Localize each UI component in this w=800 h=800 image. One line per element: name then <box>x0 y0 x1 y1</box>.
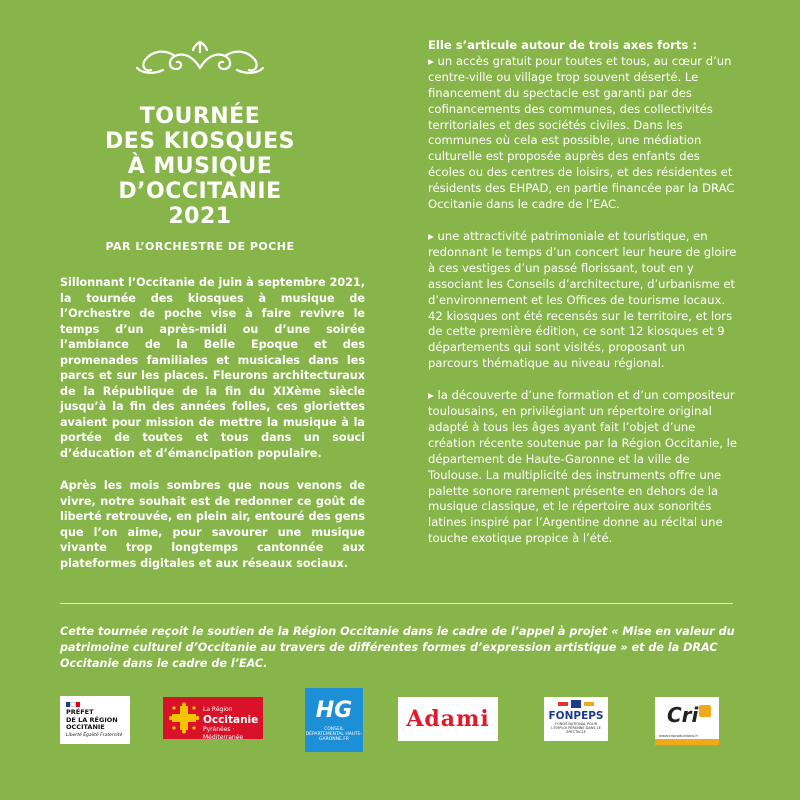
axes-heading: Elle s’articule autour de trois axes forts : <box>428 38 697 52</box>
cri-url: www.criproductions.fr <box>659 734 699 738</box>
scroll-ornament-icon <box>133 38 267 78</box>
axis-paragraph: ▸ un accès gratuit pour toutes et tous, au cœur d’un centre-ville ou village trop souvent déserté. Le financement du spectacle est garanti par des cofinancements des communes, des collectivités territoriales et des sociétés civiles. Dans les communes où cela est possible, une médiation culturelle est proposée auprès des enfants des écoles ou des centres de loisirs, et des résidentes et résidents des EHPAD, en partie financée par la DRAC Occitanie dans le cadre de l’EAC. <box>428 53 735 212</box>
hg-caption: CONSEIL DÉPARTEMENTAL HAUTE-GARONNE.FR <box>305 726 363 742</box>
region-name: Occitanie <box>203 714 259 726</box>
fonpeps-name: FONPEPS <box>548 710 604 722</box>
cri-productions-logo <box>655 697 719 745</box>
prefet-motto: Liberté Égalité Fraternité <box>66 732 123 738</box>
adami-name: Adami <box>406 706 490 732</box>
event-title <box>60 104 340 229</box>
cri-bar <box>655 739 719 745</box>
cri-name: Cri <box>667 703 699 727</box>
region-small: La Région <box>203 706 233 713</box>
title-line: 2021 <box>168 204 232 229</box>
intro-column <box>60 275 365 588</box>
occitan-cross-icon <box>169 702 199 734</box>
region-occitanie-logo <box>163 697 263 739</box>
fonpeps-bars-icon <box>558 700 594 708</box>
axes-column <box>428 38 738 563</box>
title-line: À MUSIQUE <box>127 154 273 179</box>
axis-paragraph: ▸ une attractivité patrimoniale et touristique, en redonnant le temps d’un concert leur heure de gloire à ces vestiges d’un passé florissant, tout en y associant les Conseils d’architecture, d’urbanisme et d’environnement et les Offices de tourisme locaux. 42 kiosques ont été recensés sur le territoire, et lors de cette première édition, ce sont 12 kiosques et 9 départements qui sont visités, proposant un parcours thématique au niveau régional. <box>428 228 737 371</box>
french-flag-icon <box>66 702 80 707</box>
haute-garonne-logo <box>305 688 363 752</box>
support-note: Cette tournée reçoit le soutien de la Région Occitanie dans le cadre de l’appel à projet « Mise en valeur du patrimoine culturel d’Occitanie au travers de différentes formes d’expression artistique » et de la DRAC Occitanie dans le cadre de l’EAC. <box>60 625 735 670</box>
title-line: TOURNÉE <box>139 104 261 129</box>
adami-logo <box>398 697 498 741</box>
title-line: D’OCCITANIE <box>118 179 282 204</box>
intro-paragraph: Sillonnant l’Occitanie de juin à septembre 2021, la tournée des kiosques à musique de l’Orchestre de poche vise à faire revivre le temps d’un après-midi ou d’une soirée l’ambiance de la Belle Epoque et des promenades familiales et musicales dans les parcs et sur les places. Fleurons architecturaux de la République de la fin du XIXème siècle jusqu’à la fin des années folles, ces gloriettes avaient pour mission de mettre la musique à la portée de toutes et tous dans un souci d’éducation et d’émancipation populaire. <box>60 276 365 460</box>
intro-paragraph: Après les mois sombres que nous venons de vivre, notre souhait est de redonner ce goût de liberté retrouvée, en plein air, entouré des gens que l’on aime, pour savourer une musique vivante trop longtemps cantonnée aux plateformes digitales et aux réseaux sociaux. <box>60 479 365 570</box>
prefet-occitanie-logo <box>60 696 130 744</box>
fonpeps-caption: FONDS NATIONAL POUR L’EMPLOI PÉRENNE DANS LE SPECTACLE <box>551 722 601 734</box>
event-subtitle: PAR L’ORCHESTRE DE POCHE <box>105 240 295 253</box>
prefet-line: PRÉFET <box>66 708 94 716</box>
prefet-line: OCCITANIE <box>66 723 105 731</box>
divider <box>60 603 733 604</box>
prefet-line: DE LA RÉGION <box>66 715 118 724</box>
title-line: DES KIOSQUES <box>104 129 295 154</box>
fonpeps-logo <box>544 697 608 741</box>
region-sub: Pyrénées · Méditerranée <box>203 726 244 741</box>
camera-icon <box>699 705 711 717</box>
hg-mark: HG <box>315 697 353 723</box>
axis-paragraph: ▸ la découverte d’une formation et d’un compositeur toulousains, en privilégiant un répertoire original adapté à tous les âges ayant fait l’objet d’une création récente soutenue par la Région Occitanie, le département de Haute-Garonne et la ville de Toulouse. La multiplicité des instruments offre une palette sonore rarement présente en dehors de la musique classique, et le répertoire aux sonorités latines inspiré par l’Argentine donne au récital une touche exotique propice à l’été. <box>428 388 738 546</box>
